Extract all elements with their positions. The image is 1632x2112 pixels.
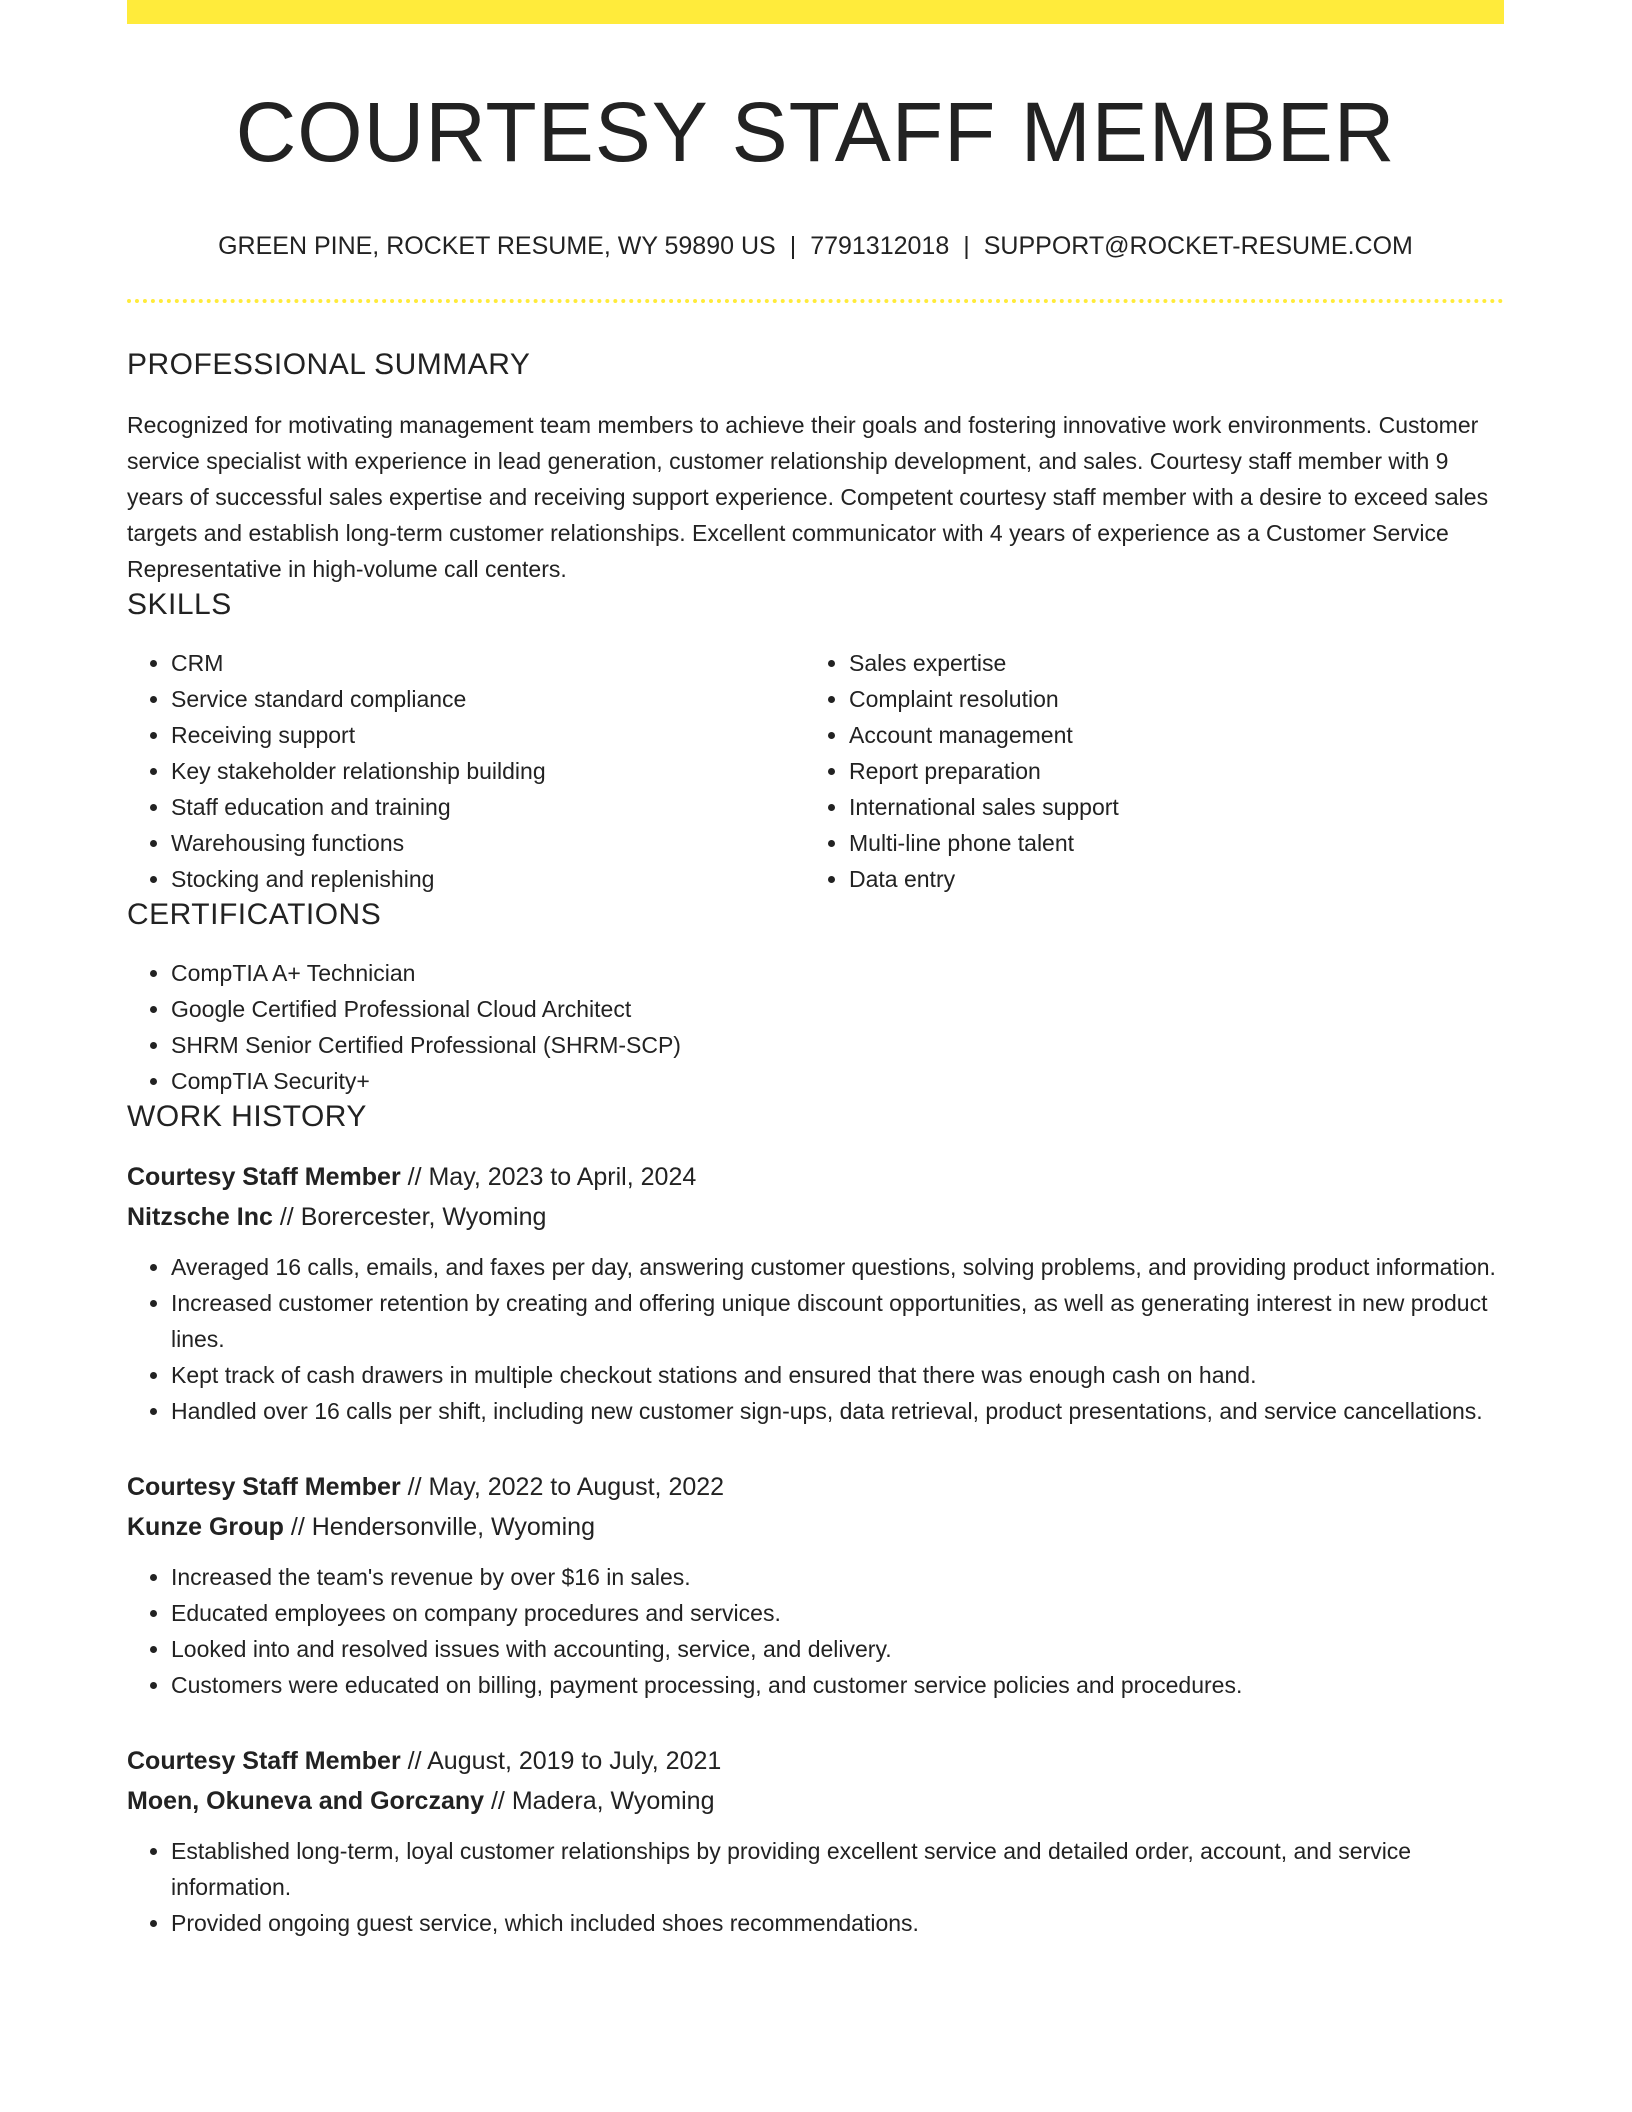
skills-columns bbox=[127, 645, 1504, 897]
job-title-line bbox=[127, 1741, 1504, 1781]
contact-separator: | bbox=[963, 232, 970, 260]
skill-item: • Receiving support bbox=[171, 717, 805, 753]
job-separator: // bbox=[490, 1787, 505, 1815]
job-title-line bbox=[127, 1467, 1504, 1507]
job-bullet: • Increased customer retention by creating and offering unique discount opportunities, as well as generating interest in new product lines. bbox=[171, 1285, 1504, 1357]
job-bullet: • Looked into and resolved issues with accounting, service, and delivery. bbox=[171, 1631, 1504, 1667]
job-bullet: • Increased the team's revenue by over $16 in sales. bbox=[171, 1559, 1504, 1595]
job-dates: August, 2019 to July, 2021 bbox=[427, 1747, 722, 1775]
skill-item: • Warehousing functions bbox=[171, 825, 805, 861]
top-accent-bar bbox=[127, 0, 1504, 24]
skill-item: • Service standard compliance bbox=[171, 681, 805, 717]
skill-item: • CRM bbox=[171, 645, 805, 681]
contact-address: GREEN PINE, ROCKET RESUME, WY 59890 US bbox=[218, 232, 776, 260]
contact-email[interactable]: SUPPORT@ROCKET-RESUME.COM bbox=[983, 232, 1413, 260]
certifications-list bbox=[127, 955, 1504, 1099]
job-separator: // bbox=[407, 1163, 422, 1191]
work-history-section bbox=[127, 1099, 1504, 1941]
header-divider bbox=[127, 299, 1504, 303]
skills-list-left bbox=[127, 645, 805, 897]
job-bullet: • Established long-term, loyal customer relationships by providing excellent service and detailed order, account, and service information. bbox=[171, 1833, 1504, 1905]
job-title: Courtesy Staff Member bbox=[127, 1473, 401, 1501]
candidate-name: COURTESY STAFF MEMBER bbox=[235, 85, 1396, 179]
skills-list-right bbox=[805, 645, 1483, 897]
job-bullets bbox=[127, 1249, 1504, 1429]
skill-item: • Multi-line phone talent bbox=[849, 825, 1483, 861]
job-bullet: • Kept track of cash drawers in multiple checkout stations and ensured that there was enough cash on hand. bbox=[171, 1357, 1504, 1393]
job-location: Hendersonville, Wyoming bbox=[311, 1513, 595, 1541]
skill-item: • Staff education and training bbox=[171, 789, 805, 825]
resume-content bbox=[127, 24, 1504, 1941]
skill-item: • Data entry bbox=[849, 861, 1483, 897]
skill-item: • Account management bbox=[849, 717, 1483, 753]
job-title: Courtesy Staff Member bbox=[127, 1747, 401, 1775]
job-location: Borercester, Wyoming bbox=[300, 1203, 547, 1231]
job-company: Nitzsche Inc bbox=[127, 1203, 273, 1231]
job-separator: // bbox=[407, 1473, 422, 1501]
skill-item: • Report preparation bbox=[849, 753, 1483, 789]
certification-item: • CompTIA Security+ bbox=[171, 1063, 1504, 1099]
certification-item: • Google Certified Professional Cloud Architect bbox=[171, 991, 1504, 1027]
certification-item: • SHRM Senior Certified Professional (SHRM-SCP) bbox=[171, 1027, 1504, 1063]
job-separator: // bbox=[279, 1203, 294, 1231]
skill-item: • International sales support bbox=[849, 789, 1483, 825]
summary-text: Recognized for motivating management team members to achieve their goals and fostering innovative work environments. Customer service specialist with experience in lead generation, customer relationship development, and sales. Courtesy staff member with 9 years of successful sales expertise and receiving support experience. Competent courtesy staff member with a desire to exceed sales targets and establish long-term customer relationships. Excellent communicator with 4 years of experience as a Customer Service Representative in high-volume call centers. bbox=[127, 412, 1489, 582]
job-bullet: • Educated employees on company procedures and services. bbox=[171, 1595, 1504, 1631]
job-title: Courtesy Staff Member bbox=[127, 1163, 401, 1191]
job-company-line bbox=[127, 1197, 1504, 1237]
work-history-heading: WORK HISTORY bbox=[127, 1100, 367, 1133]
job-company-line bbox=[127, 1507, 1504, 1547]
job-bullet: • Averaged 16 calls, emails, and faxes per day, answering customer questions, solving problems, and providing product information. bbox=[171, 1249, 1504, 1285]
job-separator: // bbox=[407, 1747, 422, 1775]
job-title-line bbox=[127, 1157, 1504, 1197]
job-bullet: • Provided ongoing guest service, which included shoes recommendations. bbox=[171, 1905, 1504, 1941]
job-entry bbox=[127, 1467, 1504, 1703]
job-entry bbox=[127, 1741, 1504, 1941]
summary-section bbox=[127, 347, 1504, 587]
certifications-heading: CERTIFICATIONS bbox=[127, 898, 382, 931]
skills-heading: SKILLS bbox=[127, 588, 232, 621]
job-company: Kunze Group bbox=[127, 1513, 284, 1541]
certifications-section bbox=[127, 897, 1504, 1099]
job-bullet: • Customers were educated on billing, payment processing, and customer service policies and procedures. bbox=[171, 1667, 1504, 1703]
contact-line bbox=[127, 230, 1504, 262]
skill-item: • Stocking and replenishing bbox=[171, 861, 805, 897]
job-location: Madera, Wyoming bbox=[511, 1787, 715, 1815]
contact-separator: | bbox=[789, 232, 797, 260]
job-company-line bbox=[127, 1781, 1504, 1821]
contact-phone: 7791312018 bbox=[810, 232, 950, 260]
certification-item: • CompTIA A+ Technician bbox=[171, 955, 1504, 991]
skills-section bbox=[127, 587, 1504, 897]
job-separator: // bbox=[290, 1513, 305, 1541]
job-dates: May, 2022 to August, 2022 bbox=[428, 1473, 725, 1501]
job-entry bbox=[127, 1157, 1504, 1429]
job-company: Moen, Okuneva and Gorczany bbox=[127, 1787, 485, 1815]
job-bullet: • Handled over 16 calls per shift, including new customer sign-ups, data retrieval, product presentations, and service cancellations. bbox=[171, 1393, 1504, 1429]
skill-item: • Sales expertise bbox=[849, 645, 1483, 681]
job-dates: May, 2023 to April, 2024 bbox=[428, 1163, 697, 1191]
skill-item: • Key stakeholder relationship building bbox=[171, 753, 805, 789]
summary-heading: PROFESSIONAL SUMMARY bbox=[127, 348, 531, 381]
job-bullets bbox=[127, 1833, 1504, 1941]
job-bullets bbox=[127, 1559, 1504, 1703]
skill-item: • Complaint resolution bbox=[849, 681, 1483, 717]
